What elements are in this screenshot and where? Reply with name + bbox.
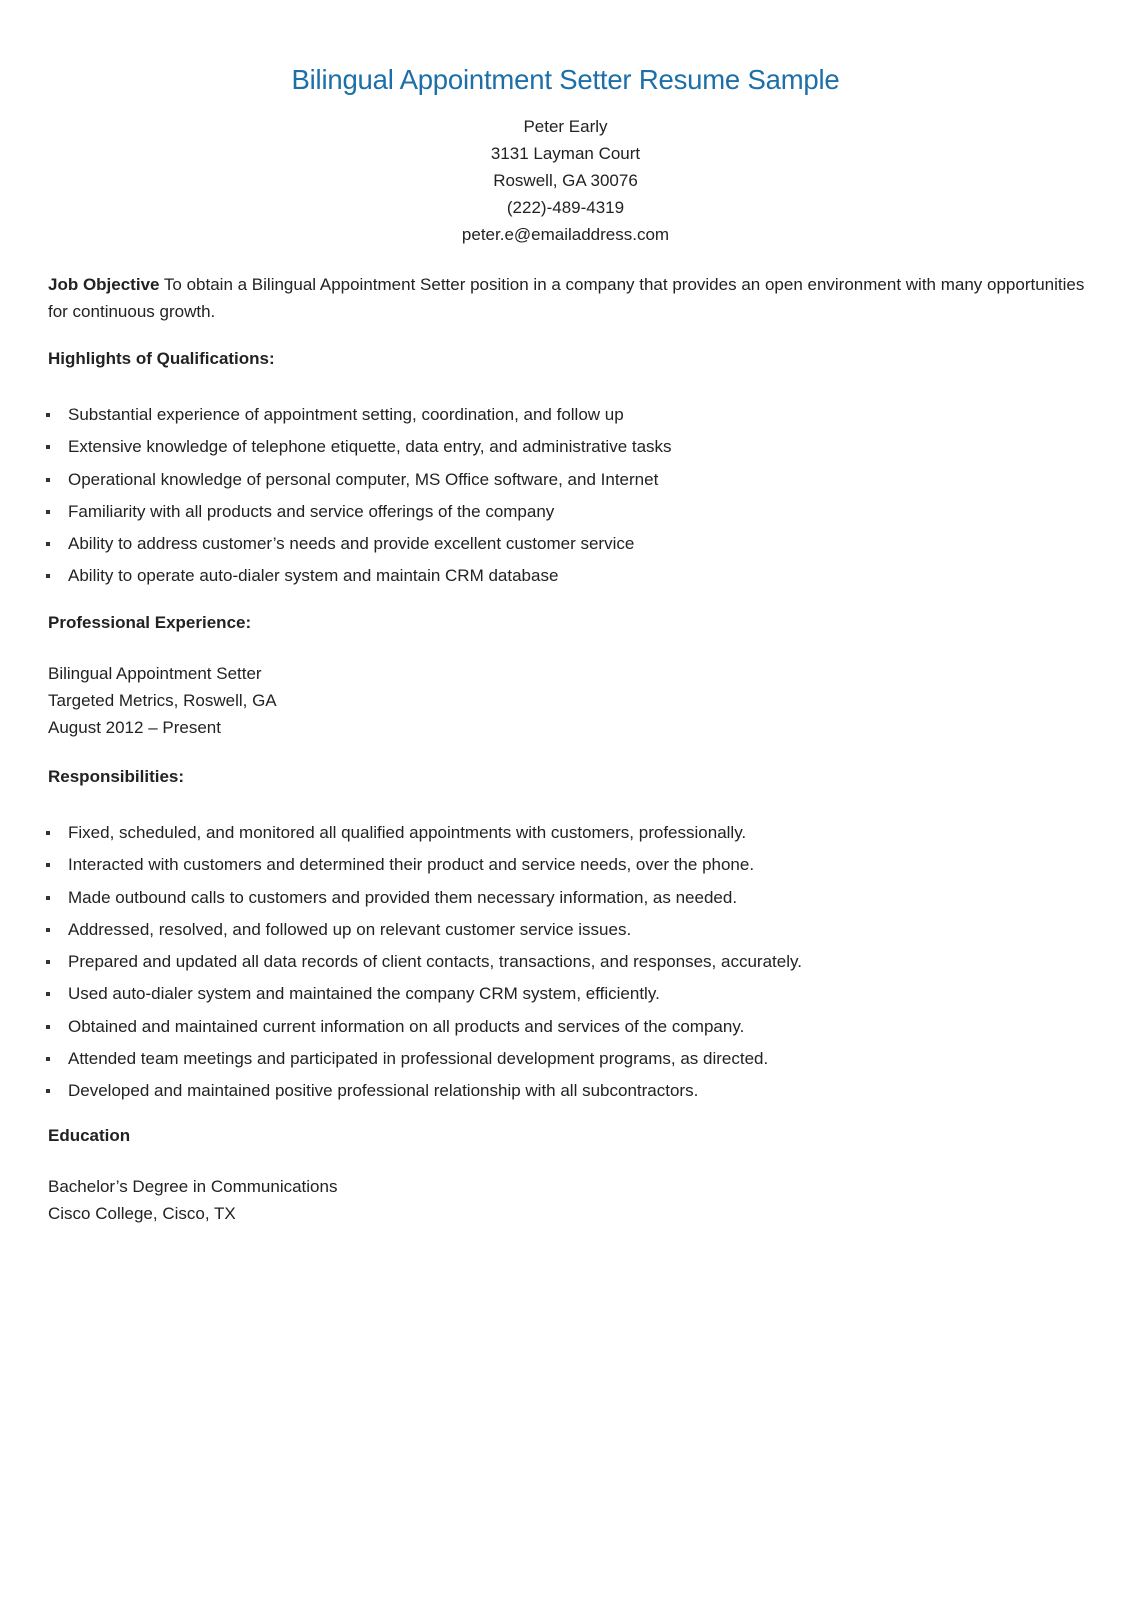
responsibility-text: Developed and maintained positive professional relationship with all subcontractors.	[68, 1081, 699, 1101]
bullet-square-icon	[46, 1089, 50, 1093]
bullet-square-icon	[46, 831, 50, 835]
list-item	[48, 951, 1088, 983]
bullet-square-icon	[46, 1057, 50, 1061]
list-item	[48, 1048, 1088, 1080]
list-item	[48, 983, 1088, 1015]
bullet-square-icon	[46, 445, 50, 449]
bullet-square-icon	[46, 542, 50, 546]
contact-city: Roswell, GA 30076	[493, 171, 638, 190]
experience-block	[48, 660, 277, 741]
contact-name: Peter Early	[523, 117, 608, 136]
bullet-square-icon	[46, 928, 50, 932]
highlight-text: Ability to operate auto-dialer system and maintain CRM database	[68, 566, 559, 586]
bullet-square-icon	[46, 1025, 50, 1029]
responsibility-text: Attended team meetings and participated in professional development programs, as directed.	[68, 1049, 769, 1069]
education-block	[48, 1173, 337, 1227]
job-objective	[48, 271, 1088, 325]
bullet-square-icon	[46, 992, 50, 996]
highlight-text: Familiarity with all products and service offerings of the company	[68, 501, 555, 521]
list-item	[48, 1016, 1088, 1048]
experience-heading: Professional Experience:	[48, 613, 252, 632]
list-item	[48, 822, 1088, 854]
list-item	[48, 565, 1088, 597]
highlight-text: Substantial experience of appointment setting, coordination, and follow up	[68, 405, 624, 424]
responsibility-text: Prepared and updated all data records of client contacts, transactions, and responses, accurately.	[68, 952, 802, 972]
bullet-square-icon	[46, 896, 50, 900]
list-item	[48, 533, 1088, 565]
highlight-text: Ability to address customer’s needs and provide excellent customer service	[68, 534, 635, 554]
list-item	[48, 1080, 1088, 1112]
company: Targeted Metrics, Roswell, GA	[48, 691, 277, 710]
job-dates: August 2012 – Present	[48, 718, 221, 737]
responsibility-text: Addressed, resolved, and followed up on relevant customer service issues.	[68, 919, 632, 939]
list-item	[48, 854, 1088, 886]
list-item	[48, 887, 1088, 919]
responsibilities-list	[48, 822, 1088, 1113]
bullet-square-icon	[46, 863, 50, 867]
page-title: Bilingual Appointment Setter Resume Sample	[291, 64, 840, 95]
bullet-square-icon	[46, 960, 50, 964]
responsibilities-heading: Responsibilities:	[48, 767, 185, 786]
contact-email: peter.e@emailaddress.com	[461, 225, 670, 244]
school: Cisco College, Cisco, TX	[48, 1204, 236, 1223]
contact-block	[0, 113, 1131, 248]
bullet-square-icon	[46, 574, 50, 578]
job-title: Bilingual Appointment Setter	[48, 664, 262, 683]
contact-phone: (222)-489-4319	[506, 198, 625, 217]
highlight-text: Operational knowledge of personal computer, MS Office software, and Internet	[68, 469, 659, 489]
job-objective-label: Job Objective	[48, 275, 160, 294]
responsibility-text: Used auto-dialer system and maintained the company CRM system, efficiently.	[68, 984, 660, 1004]
highlight-text: Extensive knowledge of telephone etiquette, data entry, and administrative tasks	[68, 437, 672, 457]
bullet-square-icon	[46, 478, 50, 482]
highlights-list	[48, 404, 1088, 598]
bullet-square-icon	[46, 413, 50, 417]
list-item	[48, 919, 1088, 951]
responsibility-text: Obtained and maintained current information on all products and services of the company.	[68, 1016, 745, 1036]
degree: Bachelor’s Degree in Communications	[48, 1177, 338, 1196]
highlights-heading: Highlights of Qualifications:	[48, 349, 275, 368]
list-item	[48, 501, 1088, 533]
bullet-square-icon	[46, 510, 50, 514]
education-heading: Education	[48, 1126, 131, 1145]
contact-street: 3131 Layman Court	[490, 144, 641, 163]
list-item	[48, 404, 1088, 436]
responsibility-text: Made outbound calls to customers and provided them necessary information, as needed.	[68, 887, 738, 907]
job-objective-text: To obtain a Bilingual Appointment Setter position in a company that provides an open environment with many opportunities for continuous growth.	[48, 275, 1085, 321]
list-item	[48, 436, 1088, 468]
responsibility-text: Interacted with customers and determined their product and service needs, over the phone.	[68, 855, 755, 875]
responsibility-text: Fixed, scheduled, and monitored all qualified appointments with customers, professionally.	[68, 823, 747, 842]
list-item	[48, 469, 1088, 501]
